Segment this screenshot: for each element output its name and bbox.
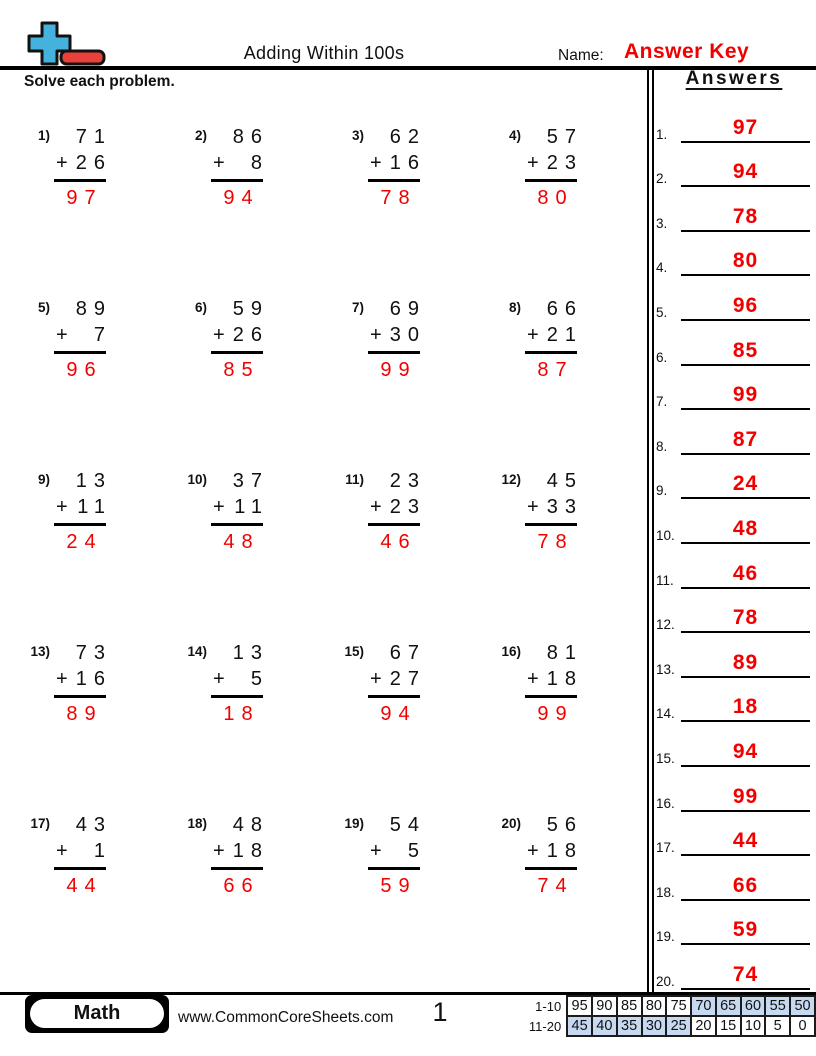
- answer-number-label: 16.: [656, 795, 675, 811]
- subject-badge: [25, 995, 169, 1033]
- answer-item: [656, 945, 812, 990]
- sum-bar: [211, 867, 263, 870]
- plus-sign: +: [370, 840, 382, 862]
- answer-number-label: 4.: [656, 260, 668, 276]
- addend-top: 59: [232, 298, 269, 320]
- problem-answer: 97: [66, 187, 103, 209]
- answers-title: Answers: [685, 68, 783, 89]
- problem-answer: 48: [223, 531, 260, 553]
- answer-item: [656, 143, 812, 188]
- problem-number: 17): [30, 816, 50, 831]
- sum-bar: [211, 523, 263, 526]
- answer-value: 96: [732, 293, 759, 317]
- sum-bar: [525, 523, 577, 526]
- problem-cell: [181, 296, 338, 468]
- plus-sign: +: [56, 840, 68, 862]
- answer-line: [681, 563, 810, 589]
- answer-item: [656, 276, 812, 321]
- problem-number: 12): [501, 472, 521, 487]
- sum-bar: [211, 695, 263, 698]
- problem-cell: [495, 640, 652, 812]
- answers-panel: [656, 64, 812, 990]
- problem-work: [527, 124, 583, 211]
- sum-bar: [54, 867, 106, 870]
- score-cell: 0: [790, 1016, 815, 1036]
- sum-bar: [368, 179, 420, 182]
- problem-cell: [24, 124, 181, 296]
- addend-top: 43: [75, 814, 112, 836]
- answer-value: 94: [732, 160, 759, 184]
- sum-bar: [368, 351, 420, 354]
- problem-answer: 24: [66, 531, 103, 553]
- plus-sign: +: [527, 496, 539, 518]
- problem-work: [527, 640, 583, 727]
- problem-number: 18): [187, 816, 207, 831]
- problem-number: 13): [30, 644, 50, 659]
- sum-bar: [368, 695, 420, 698]
- problem-work: [370, 124, 426, 211]
- problem-work: [370, 296, 426, 383]
- problem-cell: [24, 812, 181, 984]
- answer-number-label: 17.: [656, 840, 675, 856]
- addend-top: 69: [389, 298, 426, 320]
- answer-value: 99: [732, 784, 759, 808]
- plus-sign: +: [56, 496, 68, 518]
- addend-bottom: 5: [250, 668, 269, 690]
- plus-sign: +: [527, 324, 539, 346]
- answer-number-label: 19.: [656, 929, 675, 945]
- addend-bottom: 11: [234, 496, 269, 518]
- problem-number: 4): [508, 128, 521, 143]
- answer-number-label: 7.: [656, 394, 668, 410]
- answer-item: [656, 187, 812, 232]
- answer-line: [681, 295, 810, 321]
- addend-bottom: 7: [93, 324, 112, 346]
- answer-number-label: 10.: [656, 527, 675, 543]
- problem-answer: 94: [223, 187, 260, 209]
- problem-cell: [338, 468, 495, 640]
- answer-value: 48: [732, 516, 759, 540]
- problem-cell: [338, 124, 495, 296]
- score-cell: 50: [790, 996, 815, 1016]
- answer-item: [656, 499, 812, 544]
- score-cell: 55: [765, 996, 790, 1016]
- answer-line: [681, 875, 810, 901]
- problem-number: 9): [37, 472, 50, 487]
- page-title: Adding Within 100s: [243, 43, 405, 63]
- answers-divider: [647, 69, 654, 992]
- addend-top: 56: [546, 814, 583, 836]
- problem-cell: [24, 468, 181, 640]
- answer-number-label: 5.: [656, 304, 668, 320]
- answer-value: 97: [732, 115, 759, 139]
- addend-top: 62: [389, 126, 426, 148]
- answer-line: [681, 161, 810, 187]
- name-label: Name:: [558, 47, 604, 64]
- problem-number: 5): [37, 300, 50, 315]
- problem-work: [213, 812, 269, 899]
- addend-bottom: 26: [75, 152, 112, 174]
- sum-bar: [211, 179, 263, 182]
- problem-number: 19): [344, 816, 364, 831]
- addend-top: 66: [546, 298, 583, 320]
- problem-number: 2): [194, 128, 207, 143]
- answer-value: 94: [732, 739, 759, 763]
- answer-value: 80: [732, 249, 759, 273]
- addend-top: 23: [389, 470, 426, 492]
- problem-work: [56, 640, 112, 727]
- problem-answer: 18: [223, 703, 260, 725]
- problem-cell: [24, 296, 181, 468]
- problem-cell: [495, 468, 652, 640]
- answer-item: [656, 366, 812, 411]
- problem-work: [213, 468, 269, 555]
- problem-work: [213, 124, 269, 211]
- sum-bar: [525, 695, 577, 698]
- problem-cell: [181, 124, 338, 296]
- answer-number-label: 20.: [656, 973, 675, 989]
- answer-line: [681, 117, 810, 143]
- answer-value: 78: [732, 606, 759, 630]
- score-cell: 70: [691, 996, 716, 1016]
- answer-line: [681, 250, 810, 276]
- score-cell: 75: [666, 996, 691, 1016]
- problem-answer: 99: [537, 703, 574, 725]
- answer-line: [681, 964, 810, 990]
- answer-value: 74: [732, 962, 759, 986]
- sum-bar: [525, 351, 577, 354]
- addend-bottom: 23: [389, 496, 426, 518]
- problem-answer: 80: [537, 187, 574, 209]
- answer-number-label: 8.: [656, 438, 668, 454]
- sum-bar: [54, 523, 106, 526]
- score-cell: 60: [741, 996, 766, 1016]
- answers-list: [656, 98, 812, 990]
- score-cell: 25: [666, 1016, 691, 1036]
- plus-sign: +: [527, 152, 539, 174]
- score-cell: 10: [741, 1016, 766, 1036]
- addend-bottom: 33: [546, 496, 583, 518]
- answer-number-label: 12.: [656, 617, 675, 633]
- problem-work: [56, 124, 112, 211]
- problem-work: [527, 468, 583, 555]
- addend-top: 37: [232, 470, 269, 492]
- problem-answer: 66: [223, 875, 260, 897]
- sum-bar: [54, 179, 106, 182]
- addend-bottom: 1: [93, 840, 112, 862]
- plus-sign: +: [213, 152, 225, 174]
- answer-value: 78: [732, 204, 759, 228]
- addend-top: 45: [546, 470, 583, 492]
- plus-sign: +: [370, 152, 382, 174]
- answer-value: 66: [732, 873, 759, 897]
- problem-answer: 46: [380, 531, 417, 553]
- instruction-text: Solve each problem.: [24, 73, 175, 90]
- addend-bottom: 5: [407, 840, 426, 862]
- answer-item: [656, 589, 812, 634]
- answer-item: [656, 321, 812, 366]
- subject-badge-label: Math: [30, 999, 164, 1028]
- problem-answer: 59: [380, 875, 417, 897]
- answer-item: [656, 410, 812, 455]
- answer-item: [656, 544, 812, 589]
- problems-grid: [24, 124, 648, 984]
- answer-number-label: 18.: [656, 884, 675, 900]
- score-cell: 90: [592, 996, 617, 1016]
- addend-bottom: 26: [232, 324, 269, 346]
- score-table: [520, 995, 816, 1037]
- addend-top: 54: [389, 814, 426, 836]
- problem-cell: [338, 812, 495, 984]
- problem-number: 7): [351, 300, 364, 315]
- addend-top: 89: [75, 298, 112, 320]
- score-cell: 95: [567, 996, 592, 1016]
- answer-line: [681, 607, 810, 633]
- answer-line: [681, 696, 810, 722]
- answer-item: [656, 455, 812, 500]
- problem-work: [56, 812, 112, 899]
- problem-answer: 74: [537, 875, 574, 897]
- addend-bottom: 18: [546, 840, 583, 862]
- answer-value: 44: [732, 829, 759, 853]
- score-cell: 30: [642, 1016, 667, 1036]
- problem-answer: 85: [223, 359, 260, 381]
- answer-item: [656, 901, 812, 946]
- problem-work: [56, 296, 112, 383]
- problem-work: [370, 468, 426, 555]
- problem-cell: [181, 468, 338, 640]
- problem-work: [213, 640, 269, 727]
- answer-item: [656, 767, 812, 812]
- addend-top: 13: [75, 470, 112, 492]
- score-range-label: 11-20: [528, 1018, 562, 1034]
- answer-item: [656, 633, 812, 678]
- answer-line: [681, 384, 810, 410]
- score-cell: 45: [567, 1016, 592, 1036]
- sum-bar: [54, 695, 106, 698]
- problem-cell: [495, 296, 652, 468]
- answer-item: [656, 232, 812, 277]
- sum-bar: [368, 523, 420, 526]
- addend-top: 13: [232, 642, 269, 664]
- addend-bottom: 11: [77, 496, 112, 518]
- addend-bottom: 30: [389, 324, 426, 346]
- addend-bottom: 18: [232, 840, 269, 862]
- problem-cell: [24, 640, 181, 812]
- problem-number: 11): [345, 472, 364, 487]
- problem-number: 6): [194, 300, 207, 315]
- addend-bottom: 21: [546, 324, 583, 346]
- score-table-body: [520, 996, 815, 1036]
- answer-value: 85: [732, 338, 759, 362]
- sum-bar: [525, 179, 577, 182]
- answer-value: 87: [732, 427, 759, 451]
- problem-answer: 44: [66, 875, 103, 897]
- problem-number: 14): [187, 644, 207, 659]
- plus-sign: +: [370, 324, 382, 346]
- answer-number-label: 14.: [656, 706, 675, 722]
- score-cell: 20: [691, 1016, 716, 1036]
- addend-bottom: 18: [546, 668, 583, 690]
- problem-number: 3): [351, 128, 364, 143]
- answer-number-label: 15.: [656, 750, 675, 766]
- problem-answer: 94: [380, 703, 417, 725]
- addend-bottom: 27: [389, 668, 426, 690]
- sum-bar: [525, 867, 577, 870]
- problem-work: [56, 468, 112, 555]
- sum-bar: [54, 351, 106, 354]
- score-cell: 40: [592, 1016, 617, 1036]
- score-cell: 85: [617, 996, 642, 1016]
- answer-line: [681, 919, 810, 945]
- answer-line: [681, 429, 810, 455]
- answer-item: [656, 98, 812, 143]
- plus-sign: +: [213, 668, 225, 690]
- answer-value: 18: [732, 695, 759, 719]
- answer-line: [681, 741, 810, 767]
- answer-value: 99: [732, 383, 759, 407]
- problem-work: [527, 296, 583, 383]
- plus-sign: +: [370, 668, 382, 690]
- answer-line: [681, 786, 810, 812]
- problem-answer: 89: [66, 703, 103, 725]
- problem-work: [213, 296, 269, 383]
- problem-number: 10): [187, 472, 207, 487]
- answer-value: 46: [732, 561, 759, 585]
- addend-bottom: 16: [389, 152, 426, 174]
- answer-key-value: Answer Key: [624, 40, 750, 63]
- sum-bar: [211, 351, 263, 354]
- plus-sign: +: [213, 840, 225, 862]
- answer-item: [656, 856, 812, 901]
- answer-value: 24: [732, 472, 759, 496]
- answer-number-label: 3.: [656, 215, 668, 231]
- problem-number: 20): [501, 816, 521, 831]
- plus-sign: +: [56, 668, 68, 690]
- page-number: 1: [432, 997, 448, 1027]
- addend-top: 81: [546, 642, 583, 664]
- addend-top: 48: [232, 814, 269, 836]
- problem-answer: 99: [380, 359, 417, 381]
- problem-answer: 96: [66, 359, 103, 381]
- addend-bottom: 23: [546, 152, 583, 174]
- answer-line: [681, 473, 810, 499]
- answer-line: [681, 652, 810, 678]
- addend-top: 57: [546, 126, 583, 148]
- problem-cell: [181, 812, 338, 984]
- answer-number-label: 9.: [656, 483, 668, 499]
- answer-item: [656, 812, 812, 857]
- answer-item: [656, 678, 812, 723]
- problem-answer: 78: [380, 187, 417, 209]
- problem-number: 1): [37, 128, 50, 143]
- problem-cell: [338, 640, 495, 812]
- problem-cell: [495, 124, 652, 296]
- plus-sign: +: [527, 840, 539, 862]
- problem-number: 8): [508, 300, 521, 315]
- score-cell: 15: [716, 1016, 741, 1036]
- problem-work: [370, 812, 426, 899]
- addend-bottom: 8: [250, 152, 269, 174]
- score-row: [520, 996, 815, 1016]
- score-cell: 80: [642, 996, 667, 1016]
- answer-number-label: 11.: [656, 572, 674, 588]
- answer-item: [656, 722, 812, 767]
- addend-top: 67: [389, 642, 426, 664]
- plus-sign: +: [56, 152, 68, 174]
- answer-value: 89: [732, 650, 759, 674]
- answer-value: 59: [732, 918, 759, 942]
- addend-bottom: 16: [75, 668, 112, 690]
- problem-cell: [181, 640, 338, 812]
- plus-sign: +: [370, 496, 382, 518]
- score-cell: 5: [765, 1016, 790, 1036]
- problem-answer: 78: [537, 531, 574, 553]
- answer-number-label: 6.: [656, 349, 668, 365]
- score-range-label: 1-10: [535, 998, 562, 1014]
- website-url: www.CommonCoreSheets.com: [178, 1009, 394, 1026]
- answer-line: [681, 340, 810, 366]
- problem-cell: [338, 296, 495, 468]
- score-cell: 65: [716, 996, 741, 1016]
- addend-top: 71: [75, 126, 112, 148]
- problem-answer: 87: [537, 359, 574, 381]
- answer-number-label: 1.: [656, 126, 668, 142]
- answer-line: [681, 206, 810, 232]
- plus-sign: +: [56, 324, 68, 346]
- score-row: [520, 1016, 815, 1036]
- problem-cell: [495, 812, 652, 984]
- sum-bar: [368, 867, 420, 870]
- addend-top: 86: [232, 126, 269, 148]
- problem-number: 16): [501, 644, 521, 659]
- problem-number: 15): [344, 644, 364, 659]
- plus-sign: +: [527, 668, 539, 690]
- answer-number-label: 13.: [656, 661, 675, 677]
- problem-work: [527, 812, 583, 899]
- plus-sign: +: [213, 496, 225, 518]
- answer-line: [681, 518, 810, 544]
- plus-sign: +: [213, 324, 225, 346]
- score-cell: 35: [617, 1016, 642, 1036]
- answer-number-label: 2.: [656, 171, 668, 187]
- problem-work: [370, 640, 426, 727]
- answer-line: [681, 830, 810, 856]
- addend-top: 73: [75, 642, 112, 664]
